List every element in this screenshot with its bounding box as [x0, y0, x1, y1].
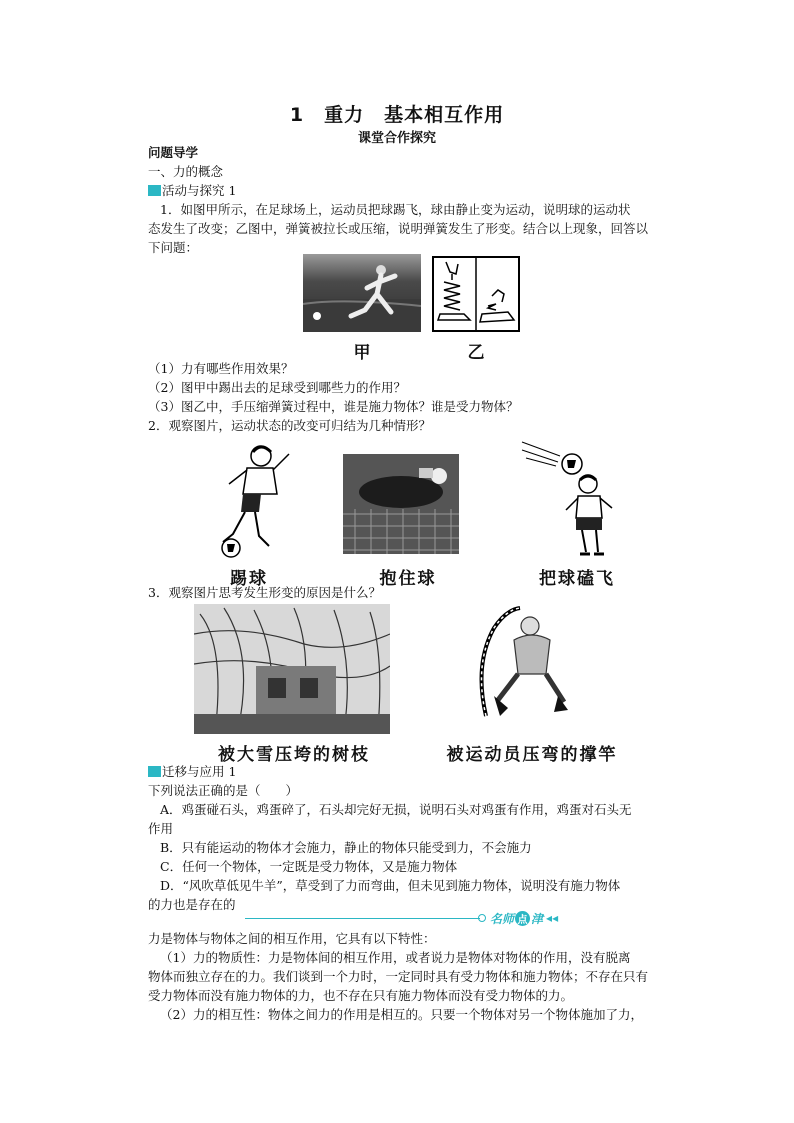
arrow-marker-icon	[148, 185, 161, 196]
double-arrow-icon: ◂◂	[546, 911, 559, 925]
snow-branch-photo	[194, 604, 390, 734]
kick-photo-image	[303, 254, 421, 332]
notes-point-1-line-2: 物体而独立存在的力。我们谈到一个力时，一定同时具有受力物体和施力物体；不存在只有	[148, 969, 649, 984]
question-2: 2．观察图片，运动状态的改变可归结为几种情形？	[148, 418, 431, 433]
question-1-line-2: 态发生了改变；乙图中，弹簧被拉长或压缩，说明弹簧发生了形变。结合以上现象，回答以	[148, 221, 649, 236]
notes-intro: 力是物体与物体之间的相互作用，它具有以下特性：	[148, 931, 436, 946]
caption-bent-pole: 被运动员压弯的撑竿	[446, 745, 618, 765]
header-ball-illustration	[520, 438, 630, 560]
option-a-line-1: A．鸡蛋碰石头，鸡蛋碎了，石头却完好无损，说明石头对鸡蛋有作用，鸡蛋对石头无	[160, 802, 632, 817]
option-d-line-2: 的力也是存在的	[148, 897, 236, 912]
caption-kick-ball: 踢球	[230, 569, 268, 589]
question-1-line-3: 下问题：	[148, 240, 199, 255]
page-subtitle: 课堂合作探究	[357, 131, 436, 146]
page-title: 1 重力 基本相互作用	[289, 104, 505, 126]
kick-ball-illustration	[203, 438, 299, 560]
sub-question-1: （1）力有哪些作用效果？	[148, 361, 294, 376]
sub-question-3: （3）图乙中，手压缩弹簧过程中，谁是施力物体？谁是受力物体？	[148, 399, 519, 414]
option-c: C．任何一个物体，一定既是受力物体，又是施力物体	[160, 859, 458, 874]
transfer-heading: 迁移与应用 1	[148, 762, 236, 781]
tips-badge: 名 师 点 津 ◂◂	[478, 909, 558, 927]
bent-pole-photo	[474, 604, 570, 720]
mcq-stem: 下列说法正确的是（ ）	[148, 783, 299, 798]
caption-header-ball: 把球磕飞	[539, 569, 615, 589]
option-a-line-2: 作用	[148, 821, 174, 836]
question-1-line-1: 1．如图甲所示，在足球场上，运动员把球踢飞，球由静止变为运动，说明球的运动状	[160, 202, 631, 217]
option-d-line-1: D．“风吹草低见牛羊”，草受到了力而弯曲，但未见到施力物体，说明没有施力物体	[160, 878, 621, 893]
activity-heading: 活动与探究 1	[148, 181, 236, 200]
catch-ball-photo	[343, 454, 459, 554]
figure-label-jia: 甲	[353, 343, 373, 363]
caption-catch-ball: 抱住球	[379, 569, 437, 589]
notes-point-1-line-1: （1）力的物质性：力是物体间的相互作用，或者说力是物体对物体的作用，没有脱离	[160, 950, 631, 965]
notes-point-1-line-3: 受力物体而没有施力物体的力，也不存在只有施力物体而没有受力物体的力。	[148, 988, 574, 1003]
arrow-marker-icon	[148, 766, 161, 777]
question-3: 3．观察图片思考发生形变的原因是什么？	[148, 585, 381, 600]
option-b: B．只有能运动的物体才会施力，静止的物体只能受到力，不会施力	[160, 840, 532, 855]
notes-point-2-line-1: （2）力的相互性：物体之间力的作用是相互的。只要一个物体对另一个物体施加了力，	[160, 1007, 643, 1022]
spring-diagram-image	[432, 256, 520, 332]
section-heading: 问题导学	[148, 145, 199, 160]
figure-label-yi: 乙	[467, 343, 487, 363]
section-divider	[245, 918, 480, 919]
subsection-heading: 一、力的概念	[148, 164, 224, 179]
sub-question-2: （2）图甲中踢出去的足球受到哪些力的作用？	[148, 380, 406, 395]
caption-snow-branch: 被大雪压垮的树枝	[218, 745, 370, 765]
ring-icon	[478, 914, 486, 922]
